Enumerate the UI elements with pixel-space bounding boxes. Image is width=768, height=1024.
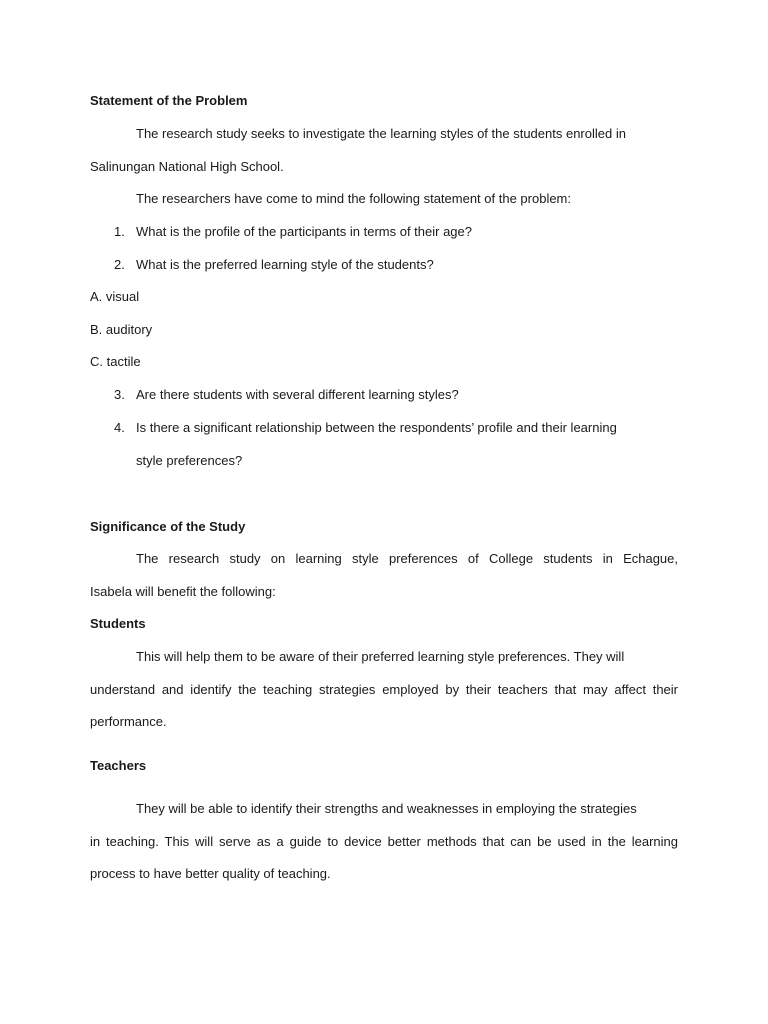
question-2-text: What is the preferred learning style of the students?: [136, 257, 434, 272]
question-3-number: 3.: [114, 387, 125, 402]
teachers-line3: process to have better quality of teaching.: [90, 866, 331, 881]
option-c: C. tactile: [90, 354, 141, 369]
question-1-text: What is the profile of the participants in terms of their age?: [136, 224, 473, 239]
teachers-heading: Teachers: [90, 758, 147, 773]
teachers-line2: in teaching. This will serve as a guide to device better methods that can be used in the learning: [90, 834, 678, 849]
problem-para1-line1: The research study seeks to investigate the learning styles of the students enrolled in: [136, 126, 626, 141]
students-line1: This will help them to be aware of their preferred learning style preferences. They will: [136, 649, 625, 664]
students-line3: performance.: [90, 714, 167, 729]
question-3-text: Are there students with several different learning styles?: [136, 387, 459, 402]
students-heading: Students: [90, 616, 146, 631]
question-4-text-line2: style preferences?: [136, 453, 243, 468]
problem-heading: Statement of the Problem: [90, 93, 248, 108]
problem-para1-line2: Salinungan National High School.: [90, 159, 284, 174]
teachers-line1: They will be able to identify their strengths and weaknesses in employing the strategies: [136, 801, 637, 816]
option-a: A. visual: [90, 289, 140, 304]
question-4-text-line1: Is there a significant relationship between the respondents’ profile and their learning: [136, 420, 617, 435]
question-4-number: 4.: [114, 420, 125, 435]
significance-intro-line1: The research study on learning style preferences of College students in Echague,: [136, 551, 678, 566]
significance-intro-line2: Isabela will benefit the following:: [90, 584, 276, 599]
question-2-number: 2.: [114, 257, 125, 272]
significance-heading: Significance of the Study: [90, 519, 246, 534]
problem-para2: The researchers have come to mind the following statement of the problem:: [136, 191, 571, 206]
question-1-number: 1.: [114, 224, 125, 239]
option-b: B. auditory: [90, 322, 153, 337]
students-line2: understand and identify the teaching strategies employed by their teachers that may affect their: [90, 682, 678, 697]
